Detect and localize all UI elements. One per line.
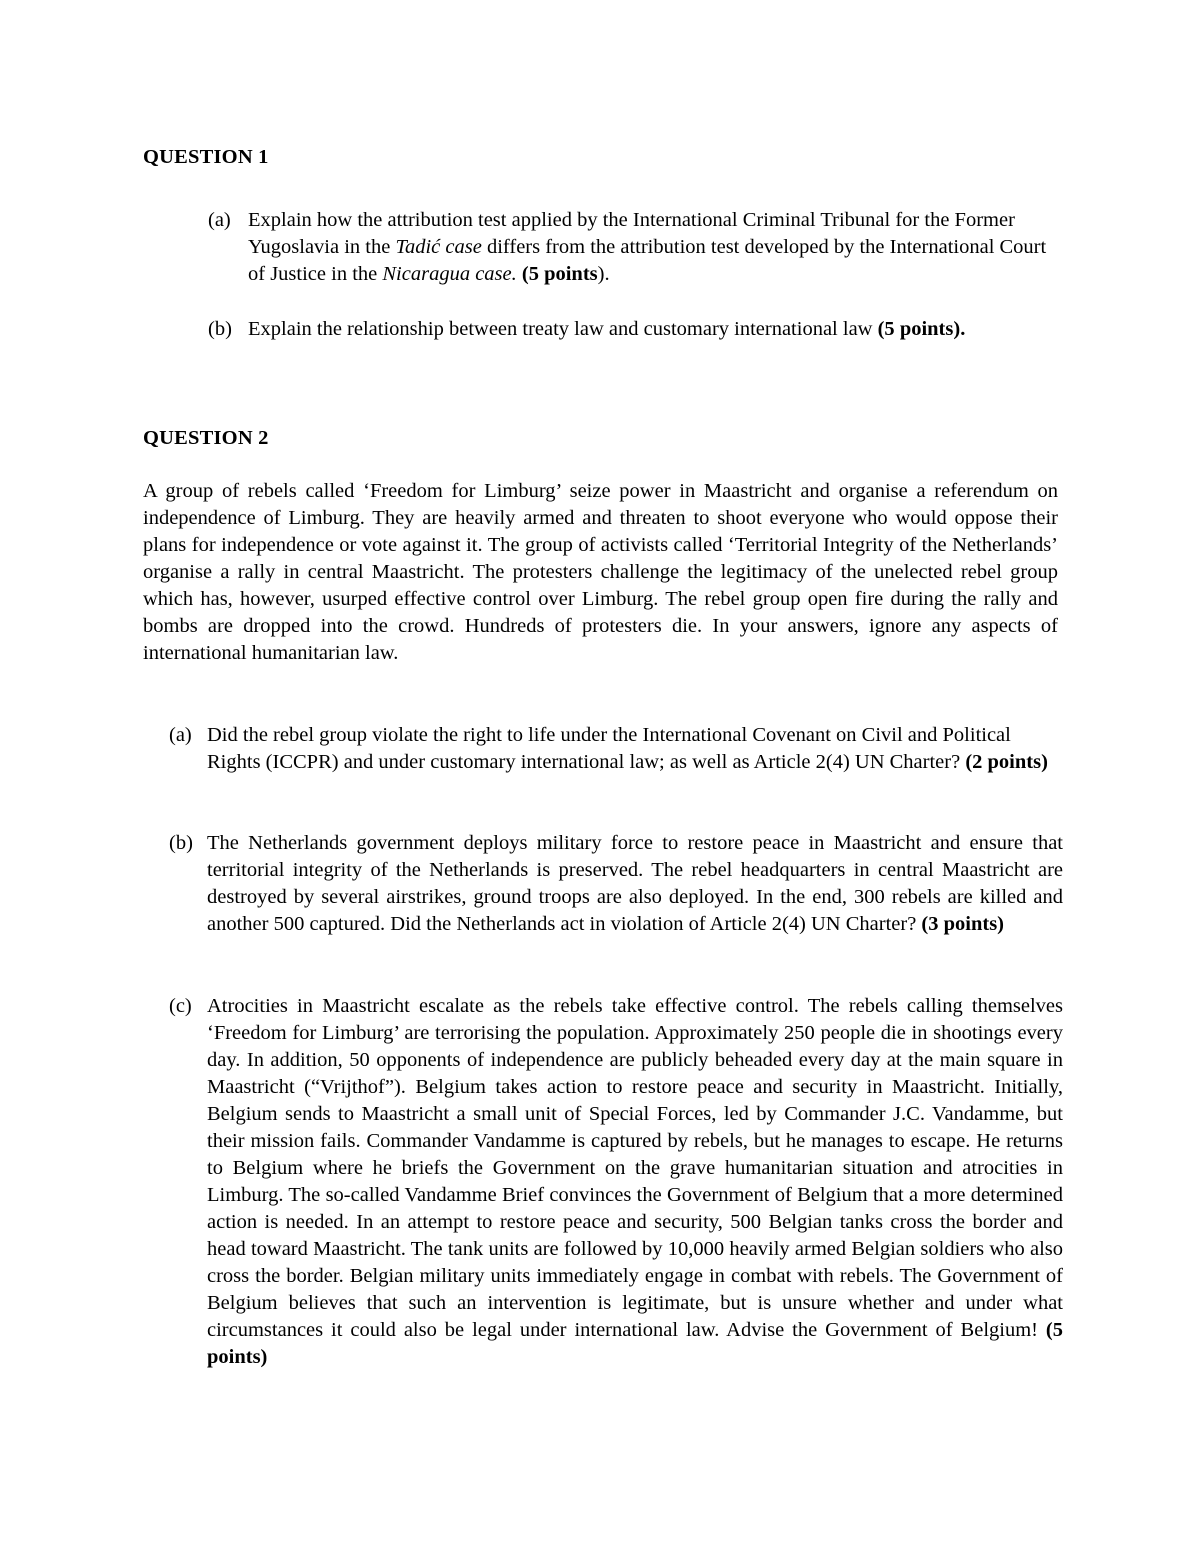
question-2-part-c: [169, 993, 1063, 1371]
part-text: differs from the attribution test developed by the International Court of Justice in the: [248, 236, 1047, 285]
points-word: points: [544, 263, 598, 285]
part-label: (a): [208, 209, 231, 231]
part-text: Explain the relationship between treaty law and customary international law: [248, 318, 878, 340]
question-2-part-b: [169, 830, 1063, 938]
question-2-scenario: A group of rebels called ‘Freedom for Limburg’ seize power in Maastricht and organise a referendum on independence of Limburg. They are heavily armed and threaten to shoot everyone who would oppose their plans for independence or vote against it. The group of activists called ‘Territorial Integrity of the Netherlands’ organise a rally in central Maastricht. The protesters challenge the legitimacy of the unelected rebel group which has, however, usurped effective control over Limburg. The rebel group open fire during the rally and bombs are dropped into the crowd. Hundreds of protesters die. In your answers, ignore any aspects of international humanitarian law.: [143, 480, 1058, 664]
part-label: (c): [169, 995, 192, 1017]
part-text: Explain how the attribution test applied by the International Criminal Tribunal for the Former Yugoslavia in the: [248, 209, 1015, 258]
points: (5 points): [207, 1319, 1063, 1368]
question-1-heading: QUESTION 1: [143, 146, 269, 168]
question-2-part-a: [169, 722, 1063, 776]
part-label: (b): [208, 318, 232, 340]
points: (2 points): [965, 751, 1048, 773]
points-close: ).: [597, 263, 610, 285]
case-name-nicaragua: Nicaragua case.: [382, 263, 517, 285]
part-label: (b): [169, 832, 193, 854]
question-1-part-b: [208, 316, 1060, 343]
points-open: (5: [877, 318, 900, 340]
part-text: The Netherlands government deploys military force to restore peace in Maastricht and ensure that territorial integrity of the Netherlands is preserved. The rebel headquarters in central Maastricht are destroyed by several airstrikes, ground troops are also deployed. In the end, 300 rebels are killed and another 500 captured. Did the Netherlands act in violation of Article 2(4) UN Charter?: [207, 832, 1063, 935]
part-label: (a): [169, 724, 192, 746]
points-word: points: [899, 318, 954, 340]
points-close: ).: [953, 318, 966, 340]
question-1-part-a: [208, 207, 1060, 288]
question-2-heading: QUESTION 2: [143, 427, 269, 449]
part-text: Did the rebel group violate the right to life under the International Covenant on Civil and Political Rights (ICCPR) and under customary international law; as well as Article 2(4) UN Charter?: [207, 724, 1011, 773]
points: (3 points): [921, 913, 1005, 935]
part-text: Atrocities in Maastricht escalate as the rebels take effective control. The rebels calling themselves ‘Freedom for Limburg’ are terrorising the population. Approximately 250 people die in shootings every day. In addition, 50 opponents of independence are publicly beheaded every day at the main square in Maastricht (“Vrijthof”). Belgium takes action to restore peace and security in Maastricht. Initially, Belgium sends to Maastricht a small unit of Special Forces, led by Commander J.C. Vandamme, but their mission fails. Commander Vandamme is captured by rebels, but he manages to escape. He returns to Belgium where he briefs the Government on the grave humanitarian situation and atrocities in Limburg. The so-called Vandamme Brief convinces the Government of Belgium that a more determined action is needed. In an attempt to restore peace and security, 500 Belgian tanks cross the border and head toward Maastricht. The tank units are followed by 10,000 heavily armed Belgian soldiers who also cross the border. Belgian military units immediately engage in combat with rebels. The Government of Belgium believes that such an intervention is legitimate, but is unsure whether and under what circumstances it could also be legal under international law. Advise the Government of Belgium!: [207, 995, 1063, 1341]
points-open: (5: [516, 263, 545, 285]
case-name-tadic: Tadić case: [395, 236, 482, 258]
